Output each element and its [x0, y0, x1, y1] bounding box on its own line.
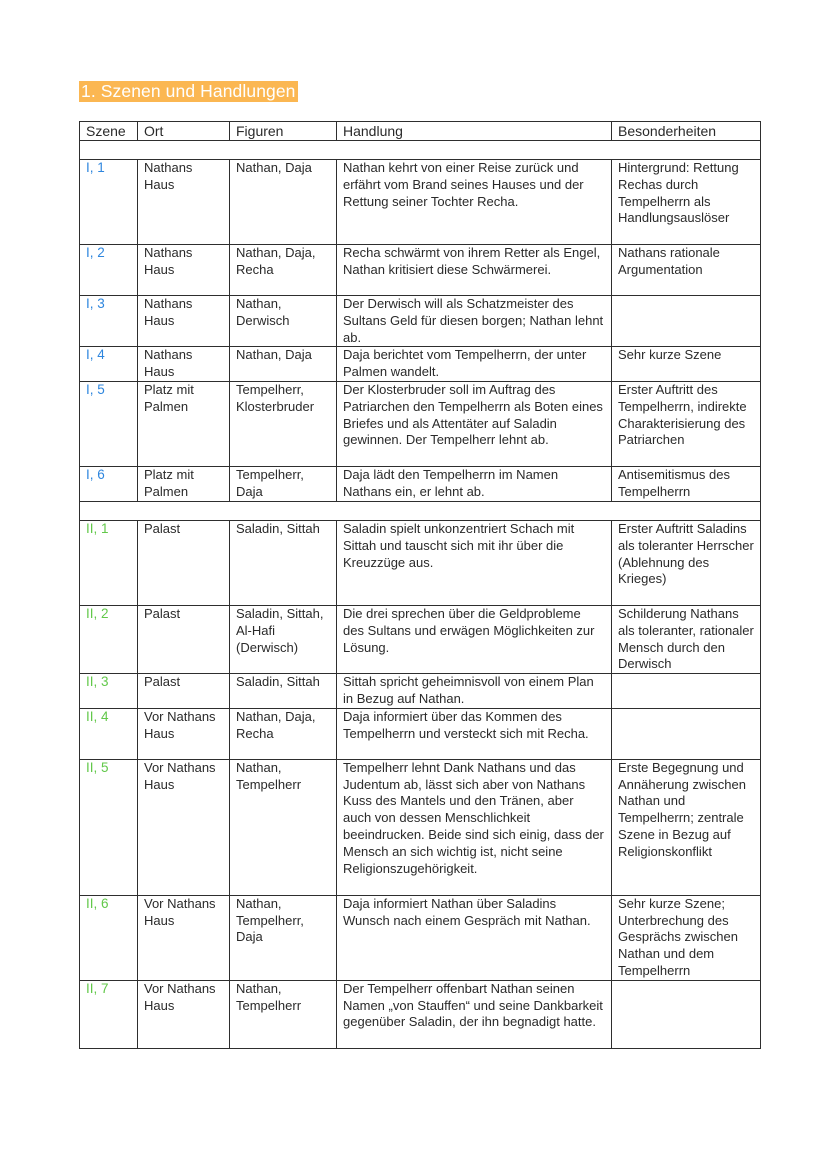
scene-handlung: Daja berichtet vom Tempelherrn, der unter Palmen wandelt.	[337, 347, 612, 382]
scene-figuren: Nathan, Tempelherr	[230, 759, 337, 895]
table-row	[80, 466, 761, 501]
scene-ort: Vor Nathans Haus	[138, 708, 230, 759]
scene-besonderheiten: Hintergrund: Rettung Rechas durch Tempelherrn als Handlungsauslöser	[612, 160, 761, 245]
scene-number: I, 3	[80, 296, 138, 347]
table-row	[80, 708, 761, 759]
scene-handlung: Recha schwärmt von ihrem Retter als Engel, Nathan kritisiert diese Schwärmerei.	[337, 245, 612, 296]
table-row	[80, 347, 761, 382]
scene-number: II, 7	[80, 980, 138, 1048]
scene-handlung: Tempelherr lehnt Dank Nathans und das Judentum ab, lässt sich aber von Nathans Kuss des Mantels und den Tränen, aber auch von dessen Menschlichkeit beeindrucken. Beide sind sich einig, dass der Mensch an sich wichtig ist, nicht seine Religionszugehörigkeit.	[337, 759, 612, 895]
scene-figuren: Tempelherr, Daja	[230, 466, 337, 501]
scene-ort: Palast	[138, 605, 230, 673]
table-row	[80, 605, 761, 673]
scene-figuren: Nathan, Daja, Recha	[230, 708, 337, 759]
scene-figuren: Saladin, Sittah	[230, 520, 337, 605]
column-header-figuren: Figuren	[230, 122, 337, 141]
scene-handlung: Der Tempelherr offenbart Nathan seinen Namen „von Stauffen“ und seine Dankbarkeit gegenüber Saladin, der ihn begnadigt hatte.	[337, 980, 612, 1048]
scene-handlung: Die drei sprechen über die Geldprobleme des Sultans und erwägen Möglichkeiten zur Lösung.	[337, 605, 612, 673]
scene-ort: Platz mit Palmen	[138, 381, 230, 466]
scene-besonderheiten	[612, 674, 761, 709]
scene-figuren: Nathan, Derwisch	[230, 296, 337, 347]
section-heading-wrap	[79, 81, 298, 102]
scene-handlung: Daja informiert über das Kommen des Tempelherrn und versteckt sich mit Recha.	[337, 708, 612, 759]
scene-number: II, 1	[80, 520, 138, 605]
scene-ort: Palast	[138, 674, 230, 709]
scene-handlung: Der Klosterbruder soll im Auftrag des Patriarchen den Tempelherrn als Boten eines Briefes und als Attentäter auf Saladin gewinnen. Der Tempelherr lehnt ab.	[337, 381, 612, 466]
scene-ort: Palast	[138, 520, 230, 605]
table-row	[80, 759, 761, 895]
scene-besonderheiten: Erster Auftritt Saladins als toleranter Herrscher (Ablehnung des Krieges)	[612, 520, 761, 605]
column-header-handlung: Handlung	[337, 122, 612, 141]
scene-handlung: Sittah spricht geheimnisvoll von einem Plan in Bezug auf Nathan.	[337, 674, 612, 709]
section-heading: 1. Szenen und Handlungen	[81, 81, 296, 101]
column-header-szene: Szene	[80, 122, 138, 141]
scene-ort: Nathans Haus	[138, 245, 230, 296]
scene-besonderheiten: Nathans rationale Argumentation	[612, 245, 761, 296]
scene-number: II, 4	[80, 708, 138, 759]
table-row	[80, 895, 761, 980]
scene-besonderheiten	[612, 708, 761, 759]
scene-number: II, 2	[80, 605, 138, 673]
scene-number: I, 4	[80, 347, 138, 382]
scene-figuren: Nathan, Tempelherr	[230, 980, 337, 1048]
table-row	[80, 980, 761, 1048]
scene-besonderheiten: Sehr kurze Szene	[612, 347, 761, 382]
scene-number: I, 5	[80, 381, 138, 466]
scene-figuren: Nathan, Daja, Recha	[230, 245, 337, 296]
table-header-row	[80, 122, 761, 141]
scene-besonderheiten: Erster Auftritt des Tempelherrn, indirekte Charakterisierung des Patriarchen	[612, 381, 761, 466]
scene-figuren: Nathan, Daja	[230, 347, 337, 382]
scene-figuren: Nathan, Tempelherr, Daja	[230, 895, 337, 980]
scene-ort: Vor Nathans Haus	[138, 895, 230, 980]
scene-ort: Vor Nathans Haus	[138, 980, 230, 1048]
scene-number: II, 5	[80, 759, 138, 895]
scene-figuren: Saladin, Sittah	[230, 674, 337, 709]
scene-number: II, 3	[80, 674, 138, 709]
table-row	[80, 674, 761, 709]
scene-figuren: Saladin, Sittah, Al-Hafi (Derwisch)	[230, 605, 337, 673]
scene-ort: Nathans Haus	[138, 347, 230, 382]
scene-besonderheiten	[612, 296, 761, 347]
scene-besonderheiten: Antisemitismus des Tempelherrn	[612, 466, 761, 501]
scene-ort: Nathans Haus	[138, 296, 230, 347]
table-row	[80, 520, 761, 605]
act-spacer-row	[80, 141, 761, 160]
scene-besonderheiten: Erste Begegnung und Annäherung zwischen Nathan und Tempelherrn; zentrale Szene in Bezug auf Religionskonflikt	[612, 759, 761, 895]
scene-besonderheiten	[612, 980, 761, 1048]
scene-ort: Platz mit Palmen	[138, 466, 230, 501]
scene-besonderheiten: Schilderung Nathans als toleranter, rationaler Mensch durch den Derwisch	[612, 605, 761, 673]
table-row	[80, 160, 761, 245]
scene-handlung: Der Derwisch will als Schatzmeister des Sultans Geld für diesen borgen; Nathan lehnt ab.	[337, 296, 612, 347]
scenes-table	[79, 121, 761, 1049]
scene-number: II, 6	[80, 895, 138, 980]
scene-handlung: Daja lädt den Tempelherrn im Namen Nathans ein, er lehnt ab.	[337, 466, 612, 501]
scene-handlung: Nathan kehrt von einer Reise zurück und erfährt vom Brand seines Hauses und der Rettung seiner Tochter Recha.	[337, 160, 612, 245]
table-row	[80, 296, 761, 347]
scene-handlung: Saladin spielt unkonzentriert Schach mit Sittah und tauscht sich mit ihr über die Kreuzzüge aus.	[337, 520, 612, 605]
column-header-besonderheiten: Besonderheiten	[612, 122, 761, 141]
scene-number: I, 1	[80, 160, 138, 245]
scene-number: I, 6	[80, 466, 138, 501]
act-spacer-row	[80, 501, 761, 520]
scene-figuren: Nathan, Daja	[230, 160, 337, 245]
column-header-ort: Ort	[138, 122, 230, 141]
scene-besonderheiten: Sehr kurze Szene; Unterbrechung des Gesprächs zwischen Nathan und dem Tempelherrn	[612, 895, 761, 980]
table-row	[80, 245, 761, 296]
scene-ort: Nathans Haus	[138, 160, 230, 245]
scene-handlung: Daja informiert Nathan über Saladins Wunsch nach einem Gespräch mit Nathan.	[337, 895, 612, 980]
scene-ort: Vor Nathans Haus	[138, 759, 230, 895]
scene-figuren: Tempelherr, Klosterbruder	[230, 381, 337, 466]
scene-number: I, 2	[80, 245, 138, 296]
table-row	[80, 381, 761, 466]
